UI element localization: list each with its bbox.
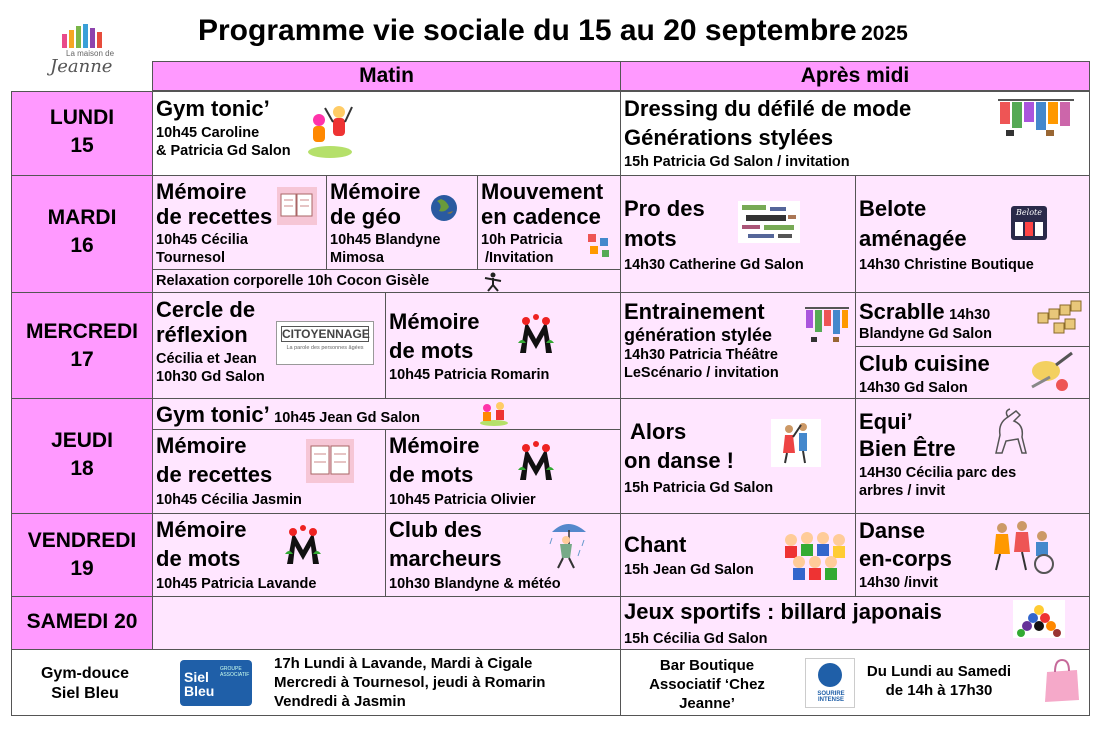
mon-afternoon-activity: Dressing du défilé de mode Générations stylées 15h Patricia Gd Salon / invitation [620,91,1090,176]
tue-morning-mouvement: Mouvement en cadence 10h Patricia /Invitation [477,175,621,270]
gym-kids-small-icon [478,401,510,427]
logo-big-text: Jeanne [50,56,113,77]
shopping-bag-icon [1041,656,1083,704]
word-cloud-icon [738,201,800,243]
globe-icon [429,193,459,223]
dancing-couple-icon [771,419,821,467]
mon-morning-activity: Gym tonic’ 10h45 Caroline & Patricia Gd Salon [152,91,621,176]
letter-m-flower-icon [283,524,323,568]
thu-morning-memoire-recettes: Mémoire de recettes 10h45 Cécilia Jasmin [152,429,386,514]
header-afternoon: Après midi [620,61,1090,91]
day-monday: LUNDI 15 [11,91,153,176]
day-saturday: SAMEDI 20 [11,596,153,650]
cooking-utensils-icon [1026,351,1076,395]
thu-morning-memoire-mots: Mémoire de mots 10h45 Patricia Olivier [385,429,621,514]
wed-afternoon-entrainement: Entrainement génération stylée 14h30 Patricia Théâtre LeScénario / invitation [620,292,856,399]
day-friday: VENDREDI 19 [11,513,153,597]
title-year: 2025 [861,22,908,45]
thu-afternoon-equi-bien-etre: Equi’ Bien Être 14H30 Cécilia parc des arbres / invit [855,398,1090,514]
day-tuesday: MARDI 16 [11,175,153,293]
letter-m-flower-icon [516,313,556,357]
footer-gym-douce: Gym-douce Siel Bleu Siel Bleu GROUPE ASSOCIATIF 17h Lundi à Lavande, Mardi à Cigale Mercredi à Tournesol, jeudi à Romarin Vendredi à Jasmin [11,649,621,716]
clothes-rack-small-icon [803,305,851,343]
tue-afternoon-belote: Belote aménagée 14h30 Christine Boutique Belote [855,175,1090,293]
letter-m-flower-icon [516,440,556,484]
wed-afternoon-scrabble: Scrablle 14h30 Blandyne Gd Salon [855,292,1090,347]
recipe-book-icon [305,438,355,484]
relaxation-person-icon [484,272,502,292]
scrabble-tiles-icon [1034,295,1086,341]
belote-cards-icon: Belote [1011,206,1047,240]
tue-afternoon-pro-des-mots: Pro des mots 14h30 Catherine Gd Salon [620,175,856,293]
tue-relaxation: Relaxation corporelle 10h Cocon Gisèle [152,269,621,293]
logo-small-text: La maison de [66,49,115,58]
fri-morning-club-marcheurs: Club des marcheurs 10h30 Blandyne & météo [385,513,621,597]
tue-morning-memoire-geo: Mémoire de géo 10h45 Blandyne Mimosa [326,175,478,270]
horse-icon [986,407,1036,459]
clothes-rack-icon [996,96,1076,138]
sourire-intense-logo: SOURIRE INTENSE [805,658,855,708]
wed-morning-memoire-mots: Mémoire de mots 10h45 Patricia Romarin [385,292,621,399]
day-thursday: JEUDI 18 [11,398,153,514]
choir-kids-icon [779,530,851,580]
siel-bleu-logo: Siel Bleu GROUPE ASSOCIATIF [180,660,252,706]
dancers-small-icon [586,232,612,260]
thu-afternoon-alors-on-danse: Alors on danse ! 15h Patricia Gd Salon [620,398,856,514]
logo [40,22,135,77]
wed-morning-cercle: Cercle de réflexion Cécilia et Jean 10h30 Gd Salon CITOYENNAGE La parole des personnes âgées [152,292,386,399]
footer-bar-boutique: Bar Boutique Associatif ‘Chez Jeanne’ SOURIRE INTENSE Du Lundi au Samedi de 14h à 17h30 [620,649,1090,716]
tue-morning-memoire-recettes: Mémoire de recettes 10h45 Cécilia Tournesol [152,175,327,270]
billiard-balls-icon [1013,600,1065,638]
recipe-book-icon [276,186,318,226]
fri-morning-memoire-mots: Mémoire de mots 10h45 Patricia Lavande [152,513,386,597]
gym-kids-icon [305,102,355,160]
dancers-wheelchair-icon [988,518,1058,576]
logo-bars-icon [62,24,112,48]
fri-afternoon-danse-en-corps: Danse en-corps 14h30 /invit [855,513,1090,597]
thu-gym-tonic: Gym tonic’ 10h45 Jean Gd Salon [152,398,621,430]
sat-morning-empty [152,596,621,650]
day-wednesday: MERCREDI 17 [11,292,153,399]
wed-afternoon-club-cuisine: Club cuisine 14h30 Gd Salon [855,346,1090,399]
title-main: Programme vie sociale du 15 au 20 septembre [198,14,857,47]
header-morning: Matin [152,61,621,91]
sat-afternoon-billard: Jeux sportifs : billard japonais 15h Cécilia Gd Salon [620,596,1090,650]
walker-umbrella-icon [546,518,592,570]
page-title [198,14,1048,54]
citoyennage-badge: CITOYENNAGE La parole des personnes âgées [276,321,374,365]
fri-afternoon-chant: Chant 15h Jean Gd Salon [620,513,856,597]
